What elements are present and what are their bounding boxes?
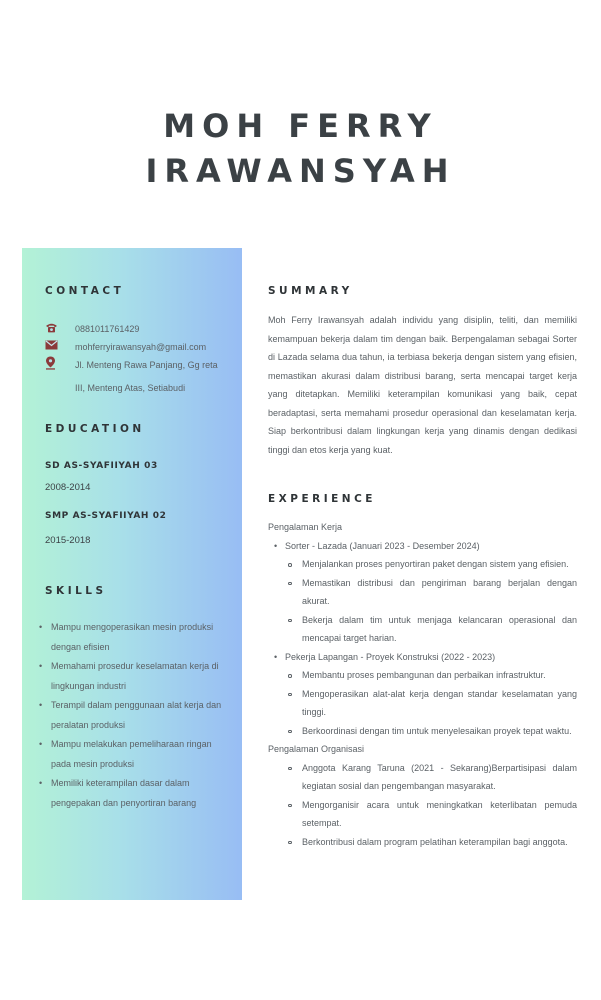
education-years-1: 2008-2014 [45, 482, 91, 493]
skill-item: • Memiliki keterampilan dasar dalam pengepakan dan penyortiran barang [36, 774, 226, 813]
job-point: Menjalankan proses penyortiran paket dengan sistem yang efisien. [302, 555, 577, 574]
education-school-1: SD AS-SYAFIIYAH 03 [45, 461, 158, 471]
contact-address [45, 356, 240, 374]
work-experience-label: Pengalaman Kerja [268, 522, 343, 532]
summary-text: Moh Ferry Irawansyah adalah individu yang disiplin, teliti, dan memiliki kemampuan bekerja dalam tim dengan baik. Berpengalaman sebagai Sorter di Lazada selama dua tahun, ia terbiasa bekerja dengan sistem yang efisien, memastikan akurasi dalam distribusi barang, serta mencapai target kerja yang ditetapkan. Memiliki keterampilan komunikasi yang baik, cepat beradaptasi, serta memahami prosedur operasional dan keselamatan kerja. Siap berkontribusi dalam lingkungan kerja yang dinamis dengan dedikasi tinggi dan etos kerja yang kuat. [268, 315, 577, 455]
job-points [268, 666, 577, 740]
contact-phone [45, 320, 240, 338]
organization-experience-label: Pengalaman Organisasi [268, 744, 365, 754]
organization-point: Mengorganisir acara untuk meningkatkan keterlibatan pemuda setempat. [302, 796, 577, 833]
job-point: Memastikan distribusi dan pengiriman barang berjalan dengan akurat. [302, 574, 577, 611]
organization-point: Anggota Karang Taruna (2021 - Sekarang)Berpartisipasi dalam kegiatan sosial dan pengembangan masyarakat. [302, 759, 577, 796]
skill-item: • Memahami prosedur keselamatan kerja di lingkungan industri [36, 657, 226, 696]
name-line-2: IRAWANSYAH [145, 152, 456, 190]
name-line-1: MOH FERRY [163, 107, 438, 145]
experience-heading: EXPERIENCE [268, 493, 376, 505]
education-years-2: 2015-2018 [45, 535, 91, 546]
job-point: Mengoperasikan alat-alat kerja dengan standar keselamatan yang tinggi. [302, 685, 577, 722]
contact-heading: CONTACT [45, 285, 125, 297]
phone-icon [45, 320, 75, 334]
address-line-2: III, Menteng Atas, Setiabudi [75, 383, 186, 393]
education-school-2: SMP AS-SYAFIIYAH 02 [45, 511, 167, 521]
mail-icon [45, 338, 75, 352]
candidate-name [0, 104, 601, 194]
job-title: • Pekerja Lapangan - Proyek Konstruksi (2022 - 2023) [268, 648, 577, 667]
organization-points [268, 759, 577, 852]
job-point: Membantu proses pembangunan dan perbaikan infrastruktur. [302, 666, 577, 685]
skill-item: • Terampil dalam penggunaan alat kerja dan peralatan produksi [36, 696, 226, 735]
job-point: Bekerja dalam tim untuk menjaga kelancaran operasional dan mencapai target harian. [302, 611, 577, 648]
email-address: mohferryirawansyah@gmail.com [75, 342, 207, 352]
job-point: Berkoordinasi dengan tim untuk menyelesaikan proyek tepat waktu. [302, 722, 577, 741]
education-heading: EDUCATION [45, 423, 145, 435]
skills-heading: SKILLS [45, 585, 107, 597]
job-points [268, 555, 577, 648]
contact-address-cont [75, 379, 240, 397]
phone-number: 0881011761429 [75, 324, 140, 334]
contact-email [45, 338, 240, 356]
skills-list [36, 618, 226, 813]
organization-point: Berkontribusi dalam program pelatihan keterampilan bagi anggota. [302, 833, 577, 852]
sidebar-panel [22, 248, 242, 900]
job-title: • Sorter - Lazada (Januari 2023 - Desember 2024) [268, 537, 577, 556]
address-line-1: Jl. Menteng Rawa Panjang, Gg reta [75, 360, 218, 370]
summary-heading: SUMMARY [268, 285, 353, 297]
skill-item: • Mampu melakukan pemeliharaan ringan pada mesin produksi [36, 735, 226, 774]
experience-body [268, 518, 577, 851]
location-pin-icon [45, 356, 75, 370]
skill-item: • Mampu mengoperasikan mesin produksi dengan efisien [36, 618, 226, 657]
